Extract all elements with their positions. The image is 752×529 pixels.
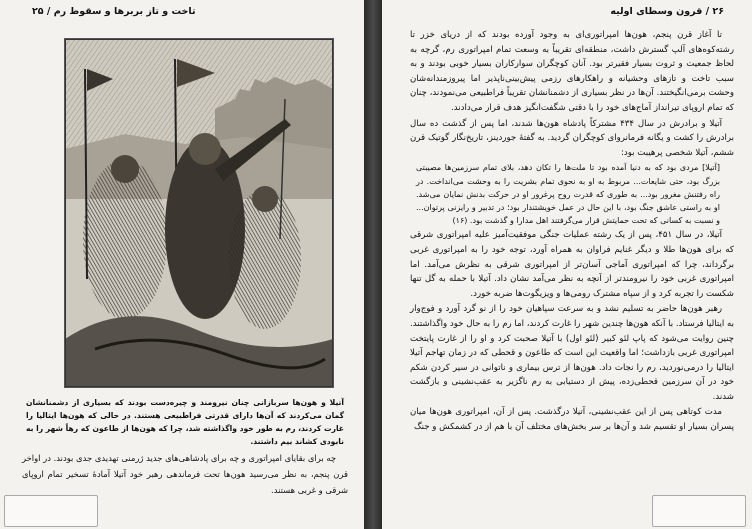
left-running-head: تاخت و تاز بربرها و سقوط رم / ۲۵ [32, 6, 196, 17]
right-page [382, 0, 752, 529]
block-quote: [آتیلا] مردی بود که به دنیا آمده بود تا ملت‌ها را تکان دهد، بلای تمام سرزمین‌ها مصیبتی بزرگ بود، حتی شایعات... مربوط به او به نحوی تمام بشریت را به وحشت می‌انداخت. در راه رفتنش مغرور بود... به طوری که قدرت روح پرغرور او در حرکت بدنش نمایان می‌شد. او به راستی عاشق جنگ بود، با این حال در عمل خویشتندار بود؛ در تدبیر و رایزنی پرتوان... و نسبت به کسانی که تحت حمایتش قرار می‌گرفتند اهل مدارا و گذشت بود. (۱۶) [416, 163, 720, 226]
left-paragraph: چه برای بقایای امپراتوری و چه برای پادشاهی‌های جدید ژرمنی تهدیدی جدی بودند. در اواخر قرن پنجم، به نظر می‌رسید هون‌ها تحت فرماندهی رهبر خود آتیلا آمادهٔ تسخیر تمام اروپای شرقی و غربی هستند. [22, 453, 348, 495]
book-gutter [364, 0, 382, 529]
paragraph: رهبر هون‌ها حاضر به تسلیم نشد و به سرعت سپاهیان خود را از نو گرد آورد و فوج‌وار به ایتالیا فرستاد. با آنکه هون‌ها چندین شهر را غارت کردند، اما رم را به حال خود واگذاشتند. چنین روایت می‌شود که پاپ لئو کبیر (لئو اول) با آتیلا صحبت کرد و او را از غارت پایتخت امپراتوری غربی بازداشت؛ اما واقعیت این است که طاعون و قحطی که در زمان تهاجم آتیلا ایتالیا را درمی‌نوردید، رم را نجات داد. هون‌ها از ترس بیماری و ناتوانی در سیر کردن شکم خود در آن سرزمین قحطی‌زده، پیش از دستیابی به رم ناگزیر به عقب‌نشینی و بازگشت شدند. [410, 304, 734, 402]
left-body-text [22, 450, 348, 498]
paragraph: مدت کوتاهی پس از این عقب‌نشینی، آتیلا درگذشت. پس از آن، امپراتوری هون‌ها میان پسران بسیار او تقسیم شد و آن‌ها بر سر بخش‌های مختلف آن با هم از در کشمکش و جنگ [410, 407, 734, 433]
left-page [0, 0, 364, 529]
library-stamp [652, 495, 746, 527]
paragraph: آتیلا، در سال ۴۵۱، پس از یک رشته عملیات جنگی موفقیت‌آمیز علیه امپراتوری شرقی که برای هون‌ها طلا و دیگر غنایم فراوان به همراه آورد، توجه خود را به امپراتوری غربی برگرداند، چرا که امپراتوری آماجی آسان‌تر از امپراتوری شرقی به نظرش می‌آمد. اما امپراتوری غربی خود را نیرومندتر از آنچه به نظر می‌آمد نشان داد. آتیلا با حمله به گل تنها شکست را تجربه کرد و از سپاه مشترک رومی‌ها و ویزیگوت‌ها ضربه خورد. [410, 230, 734, 299]
illustration-caption: آتیلا و هون‌ها سربازانی چنان نیرومند و چیره‌دست بودند که بسیاری از دشمنانشان گمان می‌کردند که آن‌ها دارای قدرتی فراطبیعی هستند. در حالی که هون‌ها ایتالیا را غارت کردند، رم به طور خود واگذاشته شد، چرا که هون‌ها از طاعون که رهاً شهر را به نابودی کشاند بیم داشتند. [26, 398, 344, 446]
library-stamp [4, 495, 98, 527]
engraving-image [65, 39, 333, 387]
engraving-illustration [64, 38, 334, 388]
paragraph: آتیلا و برادرش در سال ۴۳۴ مشترکاً پادشاه هون‌ها شدند، اما پس از گذشت ده سال برادرش را کشت و یگانه فرمانروای کوچگران گردید. به گفتهٔ جوردینز، تاریخ‌نگار گوتیک قرن ششم، آتیلا شخصی پرهیبت بود: [410, 118, 734, 158]
right-running-head: ۲۶ / قرون وسطای اولیه [610, 6, 724, 17]
right-body-text [410, 28, 734, 435]
paragraph: تا آغاز قرن پنجم، هون‌ها امپراتوری‌ای به وجود آورده بودند که از دریای خزر تا رشته‌کوه‌های آلپ گسترش داشت، منطقه‌ای تقریباً به وسعت تمام امپراتوری رم، گرچه به لحاظ جمعیت و ثروت بسیار فقیرتر بود. آنان کوچگران سوارکاران بسیار خوبی بودند و به سبب تاخت و تازهای وحشیانه و راهکارهای رزمی پیش‌بینی‌ناپذیر اما پیروزمندانه‌شان وحشت برمی‌انگیختند. آن‌ها در نظر بسیاری از دشمنانشان تقریباً فراطبیعی می‌نمودند، چنان که تمام اروپای تیرانداز آماج‌های خود را با دقتی شگفت‌انگیز هدف قرار می‌دادند. [410, 30, 734, 113]
